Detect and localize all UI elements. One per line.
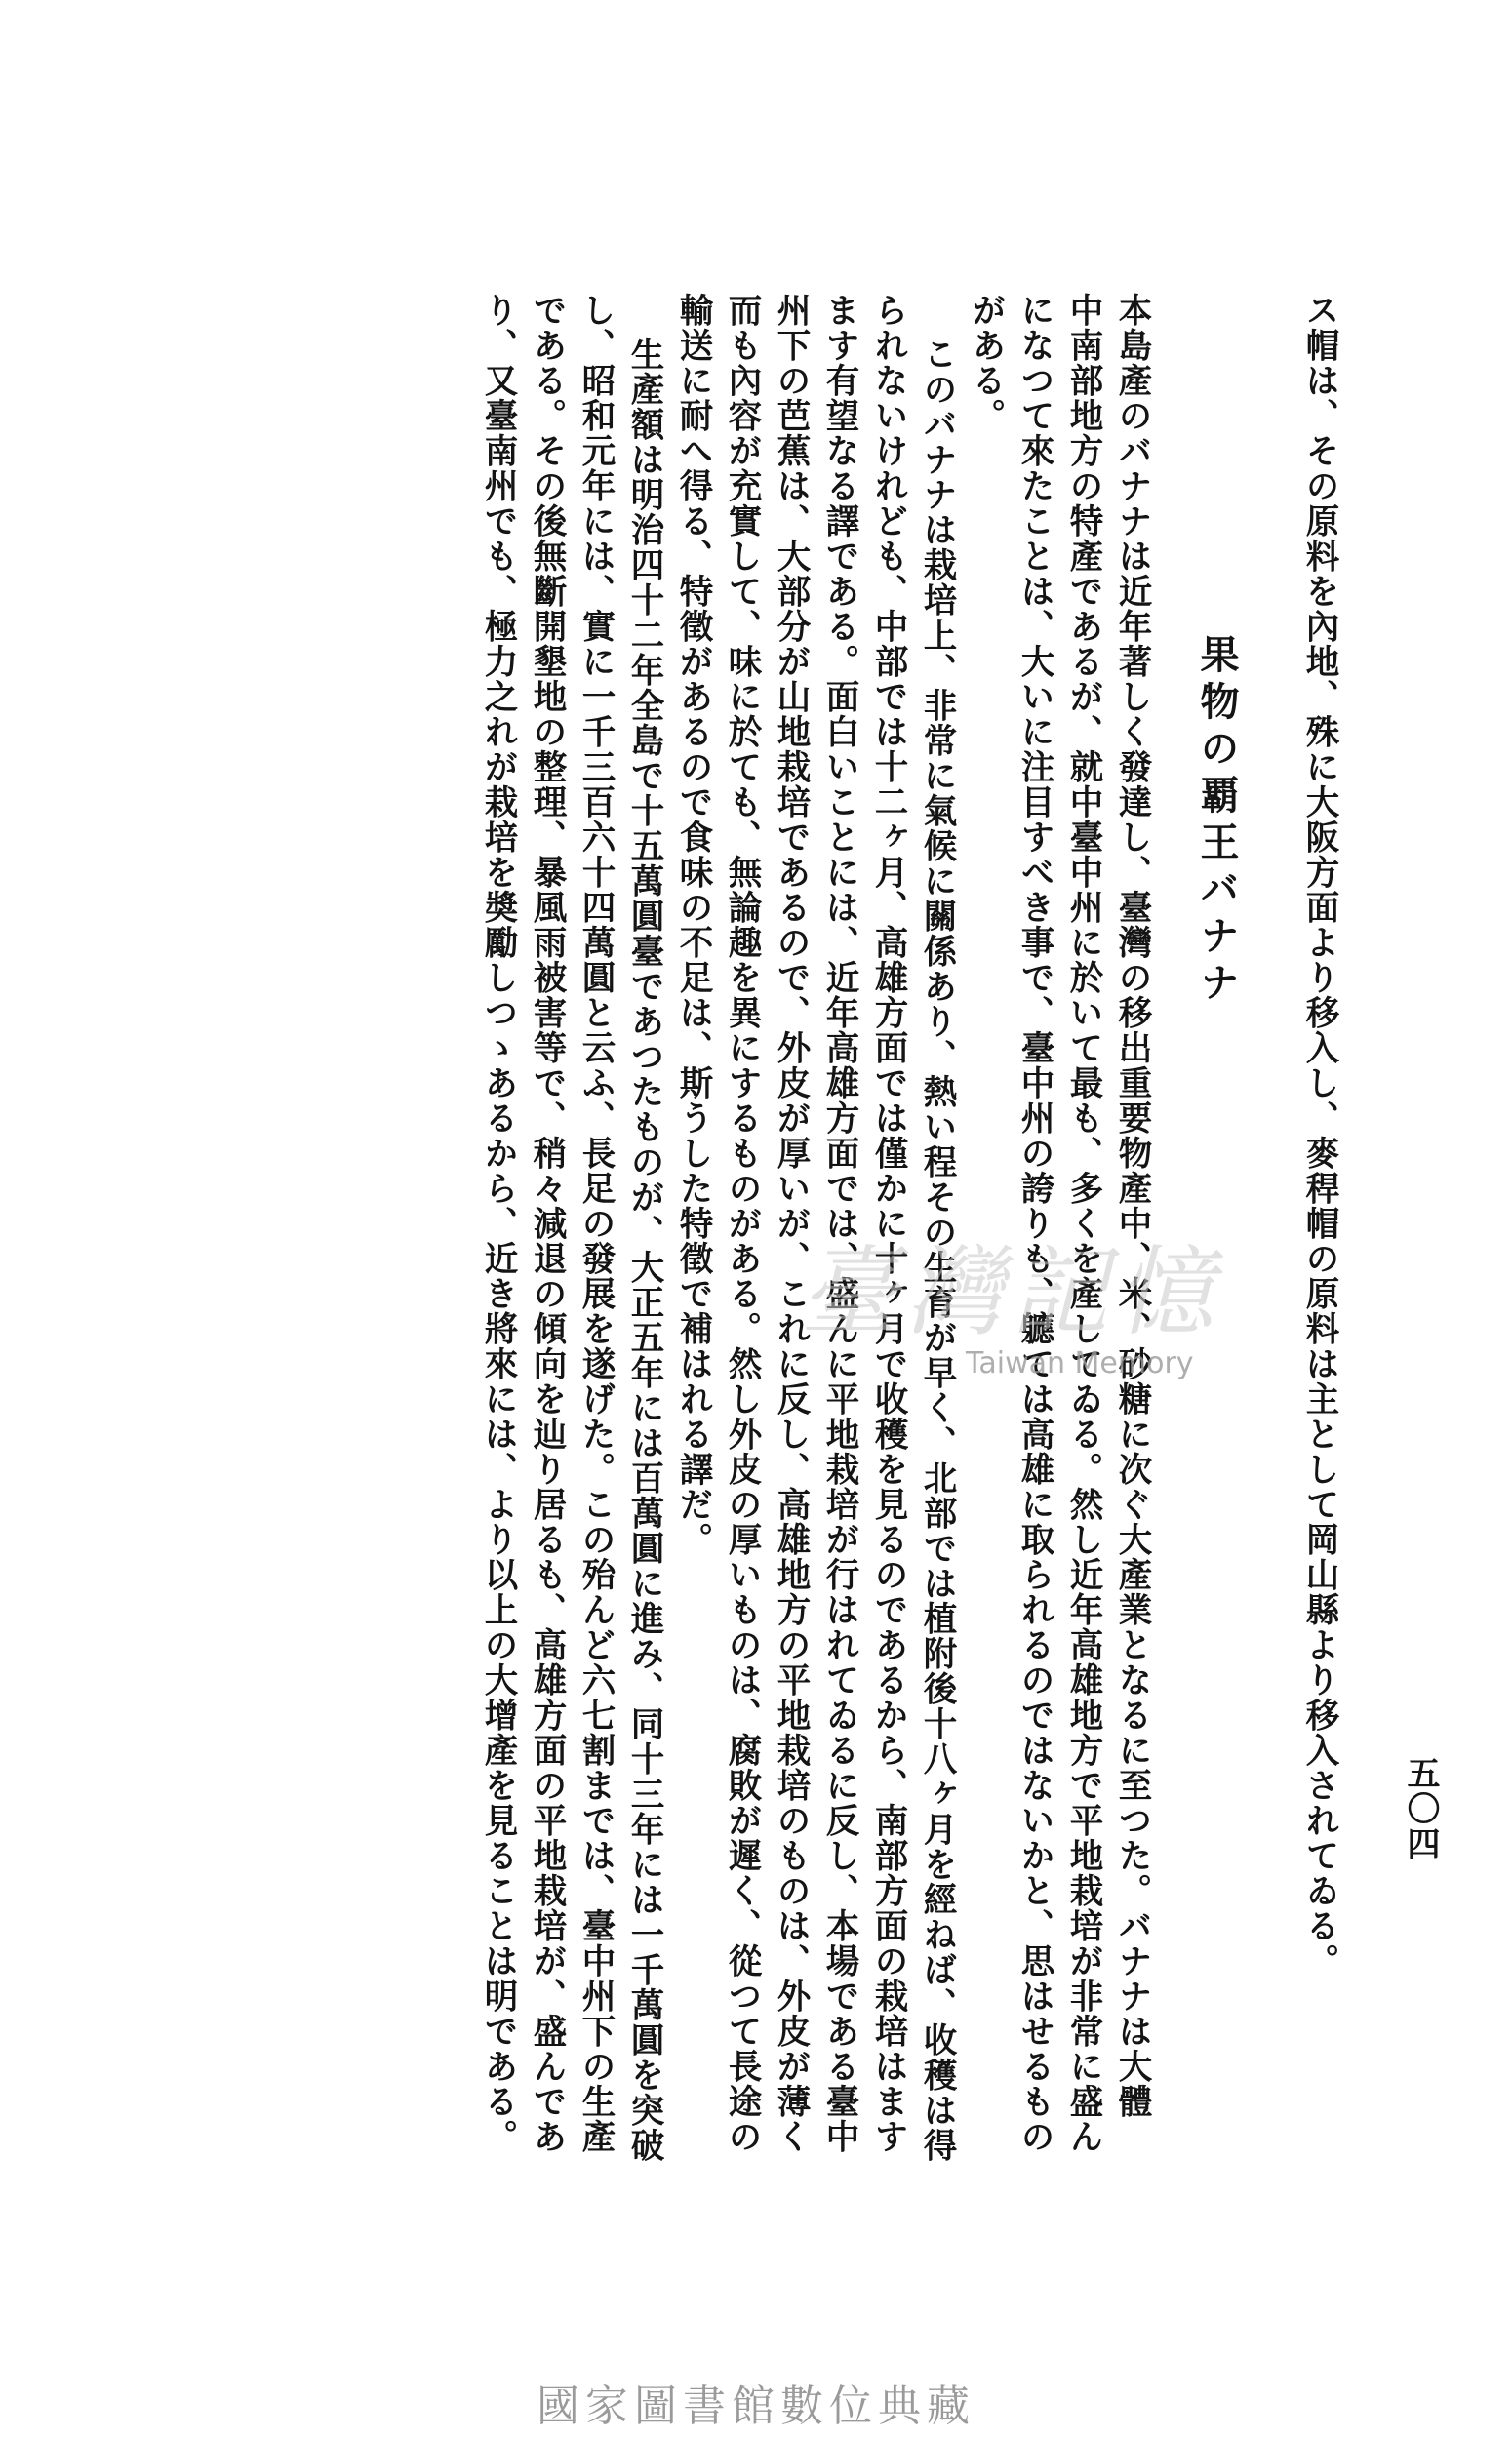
watermark-subtitle: Taiwan Memory [966, 1346, 1194, 1380]
text-column: 而も內容が充實して、味に於ても、無論趣を異にするものがある。然し外皮の厚いものは、腐敗が遲く、從つて長途の [722, 293, 761, 2154]
text-column: である。その後無斷開墾地の整理、暴風雨被害等で、稍々減退の傾向を辿り居るも、高雄方面の平地栽培が、盛んであ [527, 293, 566, 2154]
page-number: 五〇四 [1401, 1756, 1440, 1861]
footer-credit: 國家圖書館數位典藏 [537, 2381, 975, 2431]
text-column: られないけれども、中部では十二ヶ月、高雄方面では僅かに十ヶ月で收穫を見るのであるから、南部方面の栽培はます [868, 293, 907, 2154]
text-column: ス帽は、その原料を內地、殊に大阪方面より移入し、麥稈帽の原料は主として岡山縣より移入されてゐる。 [1299, 293, 1338, 1979]
section-heading: 果物の覇王バナナ [1194, 634, 1240, 1009]
text-column: り、又臺南州でも、極力之れが栽培を奬勵しつゝあるから、近き將來には、より以上の大增產を見ることは明である。 [478, 293, 517, 2154]
text-column: 輸送に耐へ得る、特徵があるので食味の不足は、斯うした特徵で補はれる譯だ。 [673, 293, 712, 1557]
text-column: になつて來たことは、大いに注目すべき事で、臺中州の誇りも、軈ては高雄に取られるのではないかと、思はせるもの [1015, 293, 1054, 2154]
text-column: このバナナは栽培上、非常に氣候に關係あり、熱い程その生育が早く、北部では植附後十八ヶ月を經ねば、收穫は得 [917, 337, 956, 2163]
watermark-title: 臺灣記憶 [800, 1235, 1221, 1349]
text-column: 中南部地方の特產であるが、就中臺中州に於いて最も、多くを產してゐる。然し近年高雄地方で平地栽培が非常に盛ん [1063, 293, 1102, 2154]
text-column: 生產額は明治四十二年全島で十五萬圓臺であつたものが、大正五年には百萬圓に進み、同十三年には一千萬圓を突破 [624, 337, 663, 2163]
text-column: 州下の芭蕉は、大部分が山地栽培であるので、外皮が厚いが、これに反し、高雄地方の平地栽培のものは、外皮が薄く [771, 293, 810, 2154]
text-column: し、昭和元年には、實に一千三百六十四萬圓と云ふ、長足の發展を遂げた。この殆んど六七割までは、臺中州下の生產 [576, 293, 615, 2154]
text-column: 本島產のバナナは近年著しく發達し、臺灣の移出重要物產中、米、砂糖に次ぐ大產業となるに至つた。バナナは大體 [1112, 293, 1151, 2119]
text-column: がある。 [966, 293, 1005, 433]
text-column: ます有望なる譯である。面白いことには、近年高雄方面では、盛んに平地栽培が行はれてゐるに反し、本場である臺中 [819, 293, 858, 2154]
